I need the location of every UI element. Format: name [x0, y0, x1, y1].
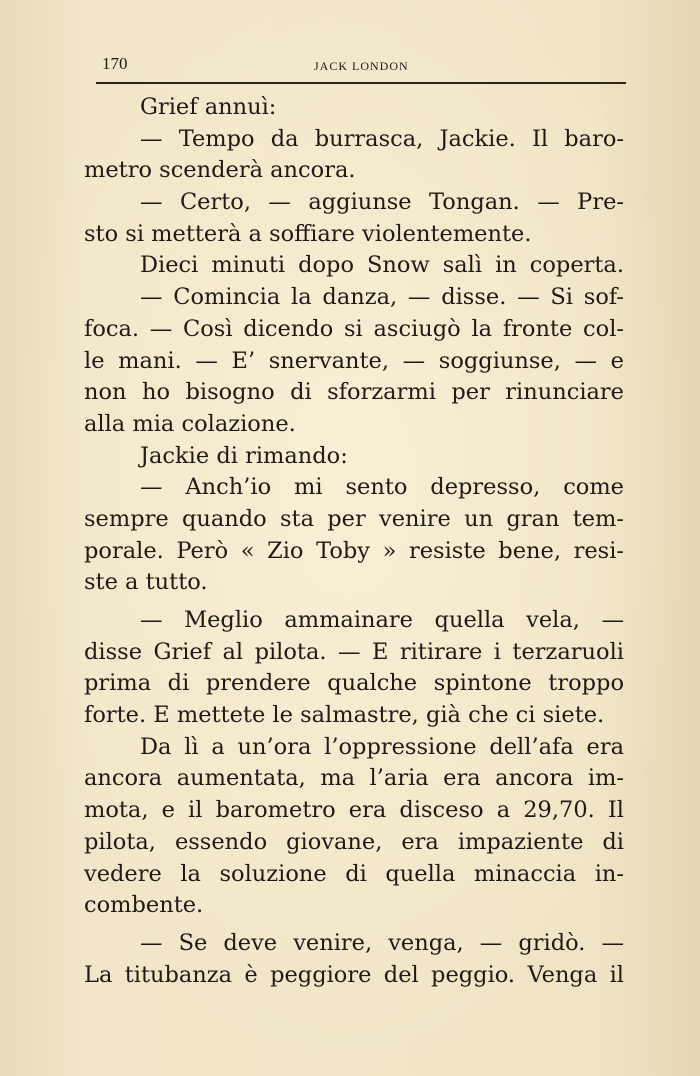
text-line: ste a tutto.	[84, 569, 208, 596]
text-line: La titubanza è peggiore del peggio. Venga il	[84, 961, 624, 988]
text-line: — Meglio ammainare quella vela, —	[140, 607, 624, 633]
text-line: sto si metterà a soffiare violentemente.	[84, 220, 532, 247]
text-line: sempre quando sta per venire un gran tem-	[84, 505, 624, 532]
text-line: — Se deve venire, venga, — gridò. —	[140, 929, 624, 956]
text-line: Da lì a un’ora l’oppressione dell’afa era	[140, 733, 624, 760]
text-line: ancora aumentata, ma l’aria era ancora im-	[84, 765, 624, 792]
page-header	[96, 50, 626, 80]
text-line: Grief annuì:	[140, 94, 277, 120]
text-line: combente.	[84, 892, 204, 919]
text-line: metro scenderà ancora.	[84, 157, 356, 184]
text-line: alla mia colazione.	[84, 410, 296, 437]
text-line: disse Grief al pilota. — E ritirare i terzaruoli	[84, 638, 624, 665]
text-line: prima di prendere qualche spintone troppo	[84, 670, 624, 697]
text-line: pilota, essendo giovane, era impaziente di	[84, 828, 624, 855]
text-line: vedere la soluzione di quella minaccia in-	[84, 860, 624, 887]
text-line: — Comincia la danza, — disse. — Si sof-	[140, 284, 624, 311]
text-line: — Certo, — aggiunse Tongan. — Pre-	[140, 189, 624, 216]
text-line: mota, e il barometro era disceso a 29,70. Il	[84, 797, 624, 824]
page-number: 170	[102, 54, 128, 73]
text-line: Jackie di rimando:	[140, 442, 348, 469]
body-text	[84, 92, 624, 991]
text-line: porale. Però « Zio Toby » resiste bene, resi-	[84, 537, 624, 564]
text-line: — Anch’io mi sento depresso, come	[140, 474, 624, 501]
text-line: non ho bisogno di sforzarmi per rinunciare	[84, 379, 624, 406]
text-line: Dieci minuti dopo Snow salì in coperta.	[140, 252, 624, 279]
text-line: le mani. — E’ snervante, — soggiunse, — e	[84, 347, 624, 374]
header-rule	[96, 82, 626, 84]
text-line: foca. — Così dicendo si asciugò la fronte col-	[84, 315, 624, 342]
text-line: — Tempo da burrasca, Jackie. Il baro-	[140, 125, 624, 152]
text-line: forte. E mettete le salmastre, già che ci siete.	[84, 702, 605, 729]
running-head: JACK LONDON	[314, 59, 409, 73]
